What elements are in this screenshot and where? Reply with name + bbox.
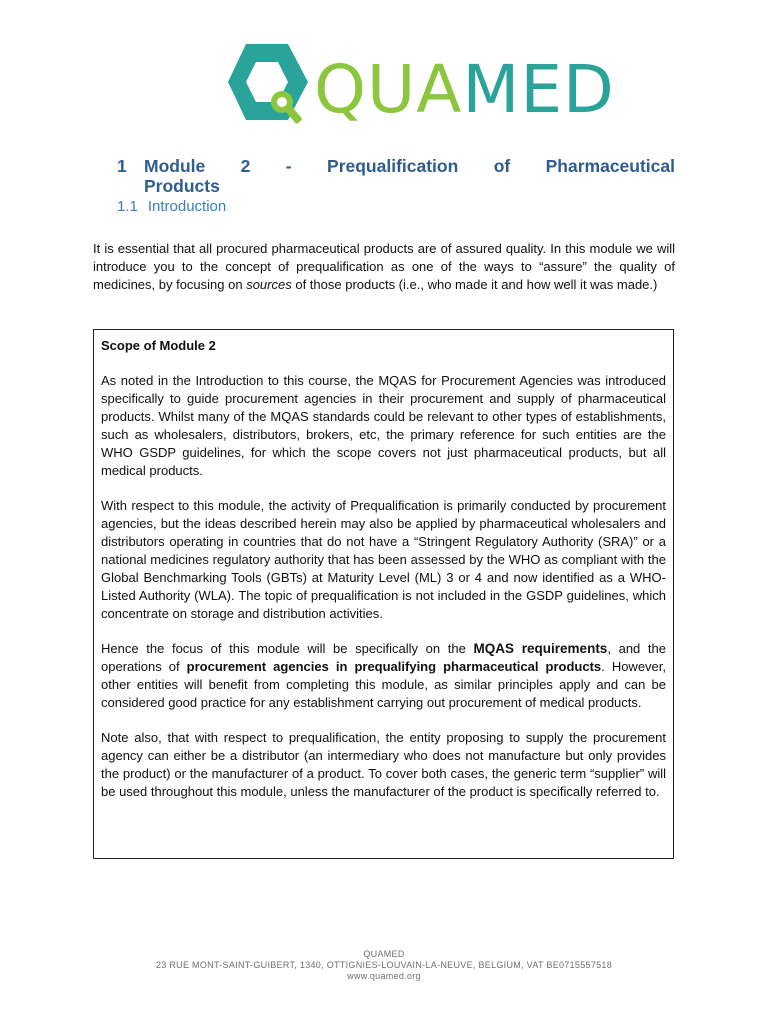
footer-website[interactable]: www.quamed.org bbox=[347, 971, 421, 981]
module-heading-title-line2: Products bbox=[144, 176, 220, 196]
scope-paragraph-1: As noted in the Introduction to this course, the MQAS for Procurement Agencies was introduced specifically to guide procurement agencies in their procurement and supply of pharmaceutical products. Whilst many of the MQAS standards could be relevant to other types of establishments, such as wholesalers, distributors, brokers, etc, the primary reference for such entities are the WHO GSDP guidelines, for which the scope covers not just pharmaceutical products, but all medical products. bbox=[101, 373, 666, 478]
scope-p3-bold-procurement: procurement agencies in prequalifying pharmaceutical products bbox=[186, 659, 602, 674]
page-footer bbox=[0, 949, 768, 982]
logo-dot-inner bbox=[277, 97, 287, 107]
quamed-logo-mark bbox=[226, 38, 615, 130]
module-heading bbox=[117, 156, 675, 196]
intro-paragraph bbox=[93, 240, 675, 294]
intro-emphasis: sources bbox=[246, 277, 292, 292]
section-heading bbox=[117, 198, 226, 215]
intro-text-1: It is essential that all procured pharmaceutical products are of assured quality. In this module we will introduce you to the concept of prequalification as one of the ways to “assure” the quality of medicines, by focusing on bbox=[93, 241, 675, 292]
scope-p3-bold-mqas: MQAS requirements bbox=[473, 641, 608, 656]
section-heading-title: Introduction bbox=[147, 198, 227, 215]
intro-text-2: of those products (i.e., who made it and how well it was made.) bbox=[291, 277, 658, 292]
module-heading-title bbox=[117, 156, 675, 196]
scope-p3-text-a: Hence the focus of this module will be specifically on the bbox=[101, 641, 474, 656]
logo-text-med: MED bbox=[462, 51, 615, 128]
scope-box bbox=[93, 329, 674, 859]
scope-paragraph-3 bbox=[101, 640, 666, 712]
section-heading-number: 1.1 bbox=[117, 198, 138, 215]
scope-p3-text-c: . However, other entities will benefit from completing this module, as similar principles apply and can be considered good practice for any establishment carrying out procurement of medical products. bbox=[101, 659, 667, 710]
footer-address: 23 RUE MONT-SAINT-GUIBERT, 1340, OTTIGNIES-LOUVAIN-LA-NEUVE, BELGIUM, VAT BE0715557518 bbox=[155, 960, 613, 970]
logo-text-qua: QUA bbox=[314, 51, 463, 128]
scope-box-title: Scope of Module 2 bbox=[101, 338, 216, 353]
svg-text:QUAMED bbox=[314, 51, 615, 128]
scope-paragraph-4: Note also, that with respect to prequalification, the entity proposing to supply the procurement agency can either be a distributor (an intermediary who does not manufacture but only provides the product) or the manufacturer of a product. To cover both cases, the generic term “supplier” will be used throughout this module, unless the manufacturer of the product is specifically referred to. bbox=[101, 730, 666, 799]
module-heading-number: 1 bbox=[117, 156, 127, 176]
scope-paragraph-2: With respect to this module, the activity of Prequalification is primarily conducted by procurement agencies, but the ideas described herein may also be applied by pharmaceutical wholesalers and distributors operating in countries that do not have a “Stringent Regulatory Authority (SRA)” or a national medicines regulatory authority that has been assessed by the WHO as compliant with the Global Benchmarking Tools (GBTs) at Maturity Level (ML) 3 or 4 and now identified as a WHO-Listed Authority (WLA). The topic of prequalification is not included in the GSDP guidelines, which concentrate on storage and distribution activities. bbox=[101, 498, 666, 621]
scope-p3-text-b: , and the operations of bbox=[101, 641, 667, 674]
module-heading-title-line1: Module 2 - Prequalification of Pharmaceutical bbox=[144, 156, 675, 176]
footer-company: QUAMED bbox=[363, 949, 405, 959]
quamed-logo bbox=[226, 38, 615, 130]
